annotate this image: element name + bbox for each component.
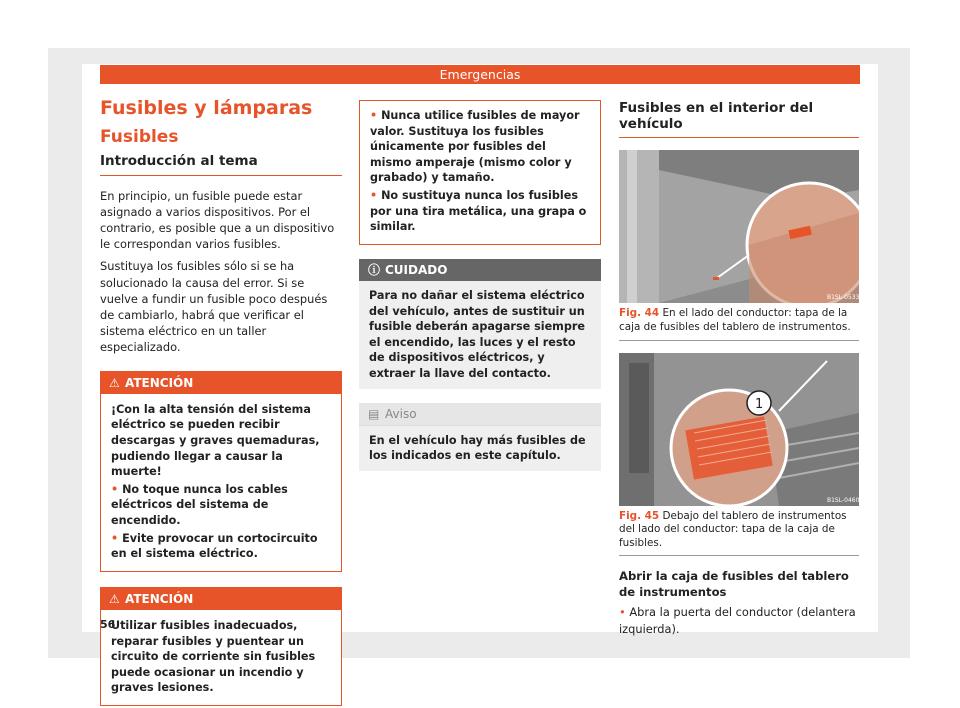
- warning-triangle-icon: ⚠: [109, 375, 120, 390]
- caption-text: En el lado del conductor: tapa de la caja de fusibles del tablero de instrumentos.: [619, 307, 851, 333]
- warning-text: Utilizar fusibles inadecuados, reparar fusibles y puentear un circuito de corriente sin fusibles puede ocasionar un incendio y graves lesiones.: [111, 618, 316, 695]
- bullet-icon: •: [111, 482, 119, 496]
- section-title: Fusibles en el interior del vehículo: [619, 100, 859, 138]
- warning-bullet: • Evite provocar un cortocircuito en el sistema eléctrico.: [111, 531, 318, 561]
- warning-header: [101, 588, 341, 610]
- bullet-icon: •: [619, 605, 626, 620]
- caution-text: Para no dañar el sistema eléctrico del vehículo, antes de sustituir un fusible deberán apagarse siempre el encendido, las luces y el resto de dispositivos eléctricos, y extraer la llave del contacto.: [369, 288, 585, 380]
- figure-code: B1SL-0460: [827, 496, 859, 504]
- note-icon: ▤: [368, 406, 380, 421]
- warning-text: ¡Con la alta tensión del sistema eléctrico se pueden recibir descargas y graves quemaduras, pudiendo llegar a causar la muerte!: [111, 402, 320, 479]
- warning-header: [101, 372, 341, 394]
- warning-bullet: • No sustituya nunca los fusibles por una tira metálica, una grapa o similar.: [370, 188, 587, 234]
- bullet-icon: •: [370, 109, 378, 122]
- procedure-heading: Abrir la caja de fusibles del tablero de instrumentos: [619, 569, 849, 600]
- paragraph: En principio, un fusible puede estar asignado a varios dispositivos. Por el contrario, es posible que a un dispositivo le correspondan varios fusibles.: [100, 188, 335, 252]
- warning-triangle-icon: ⚠: [109, 591, 120, 606]
- bullet-icon: •: [370, 188, 378, 202]
- caution-header: [359, 259, 601, 281]
- section-title: Fusibles: [100, 127, 179, 148]
- figure-code: B1SL-0533: [827, 294, 859, 302]
- column-2: [359, 100, 601, 471]
- figure-number: Fig. 44: [619, 307, 660, 320]
- fuse-cover-dashboard-illustration: [619, 150, 859, 303]
- caution-circle-icon: ⓘ: [368, 262, 381, 277]
- page-title: Fusibles y lámparas: [100, 97, 313, 119]
- chapter-header: Emergencias: [100, 65, 860, 84]
- caution-label: CUIDADO: [385, 262, 448, 277]
- caution-box: [359, 259, 601, 389]
- warning-bullet: • Nunca utilice fusibles de mayor valor. Sustituya los fusibles únicamente por fusibles del mismo amperaje (mismo color y grabado) y tamaño.: [370, 109, 580, 185]
- warning-box: [100, 587, 342, 706]
- note-header: [359, 403, 601, 426]
- caption-text: Debajo del tablero de instrumentos del lado del conductor: tapa de la caja de fusibles.: [619, 509, 847, 549]
- fuse-box-under-dashboard-illustration: [619, 353, 859, 506]
- subsection-title: Introducción al tema: [100, 153, 342, 175]
- figure-45-image: [619, 353, 859, 506]
- paragraph: Sustituya los fusibles sólo si se ha solucionado la causa del error. Si se vuelve a fundir un fusible poco después de cambiarlo, habrá que verificar el sistema eléctrico en un taller especializado.: [100, 259, 328, 355]
- column-3: [619, 100, 859, 643]
- note-label: Aviso: [385, 406, 417, 421]
- warning-bullet: • No toque nunca los cables eléctricos del sistema de encendido.: [111, 482, 288, 527]
- callout-1: 1: [755, 396, 764, 412]
- bullet-icon: •: [111, 531, 119, 545]
- note-text: En el vehículo hay más fusibles de los indicados en este capítulo.: [369, 433, 586, 463]
- warning-box: [100, 371, 342, 572]
- note-box: [359, 403, 601, 471]
- figure-45-caption: [619, 510, 859, 557]
- warning-continuation-box: [359, 100, 601, 245]
- warning-label: ATENCIÓN: [125, 591, 194, 606]
- page-number: 56: [100, 618, 116, 631]
- column-1: [100, 97, 342, 706]
- warning-label: ATENCIÓN: [125, 375, 194, 390]
- figure-number: Fig. 45: [619, 509, 660, 522]
- figure-44-image: [619, 150, 859, 303]
- figure-44-caption: [619, 307, 859, 340]
- procedure-step: • Abra la puerta del conductor (delantera izquierda).: [619, 605, 856, 636]
